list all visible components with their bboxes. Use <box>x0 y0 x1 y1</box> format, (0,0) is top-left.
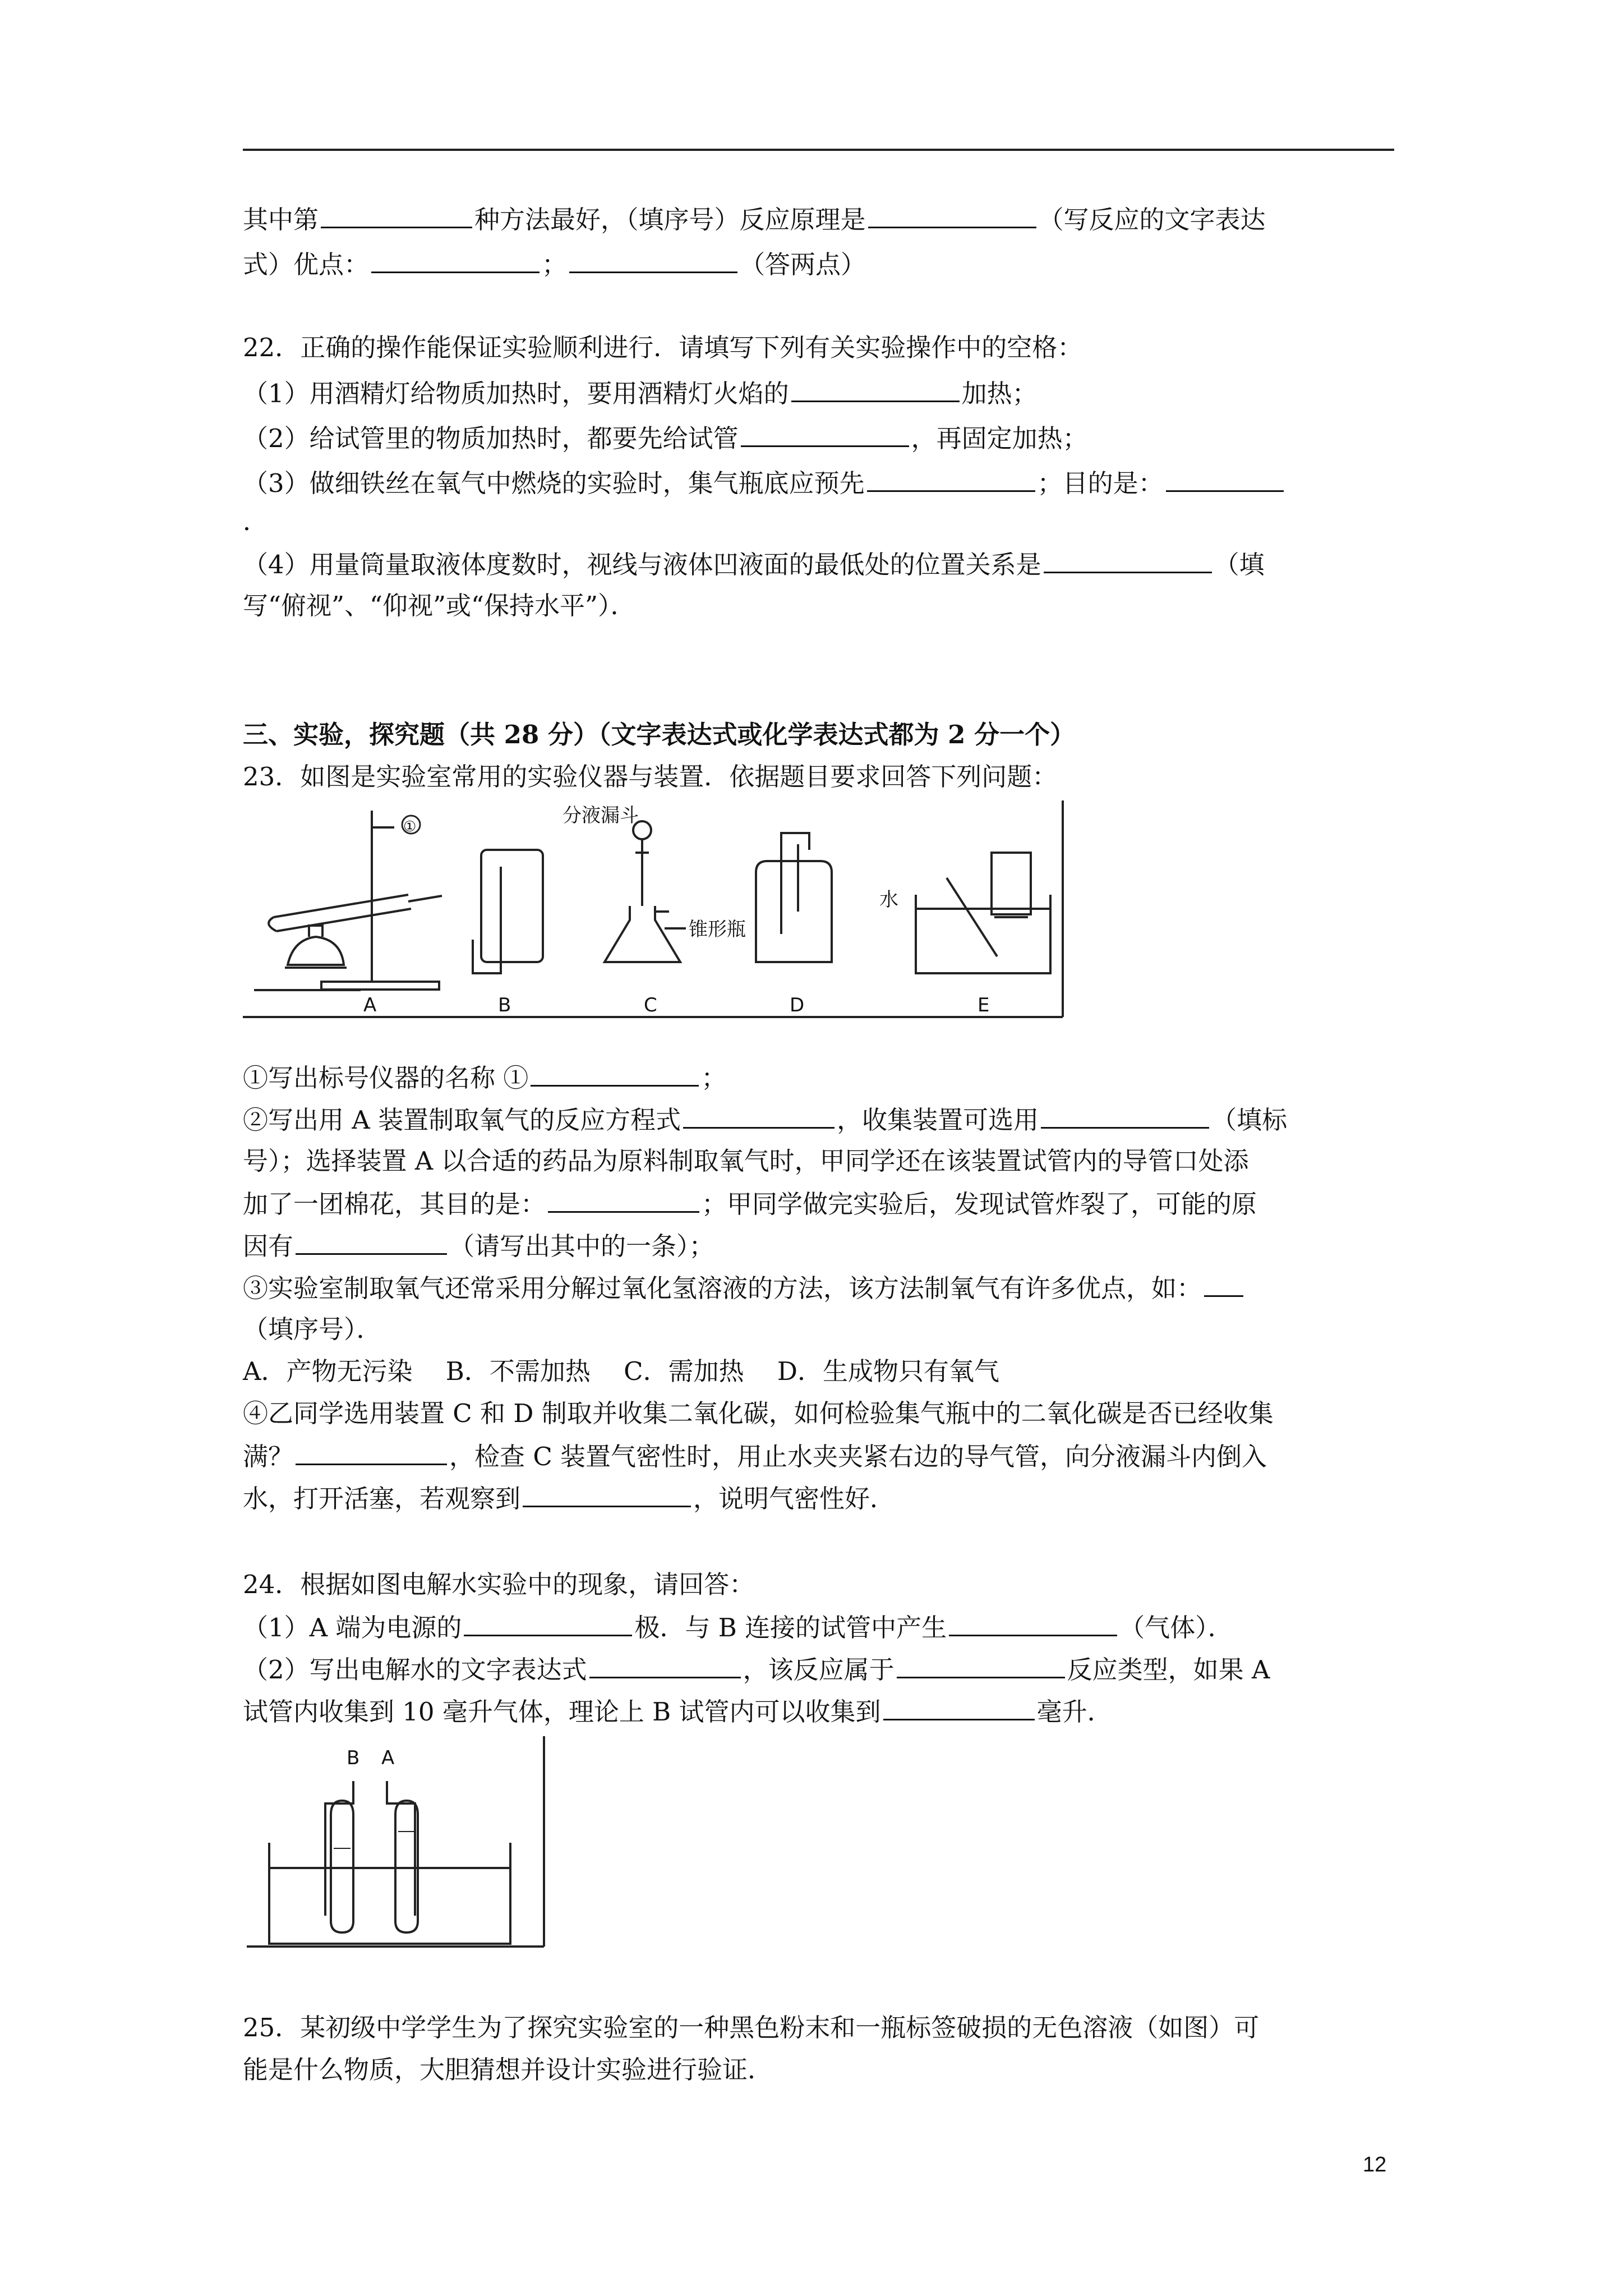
q23-s3a <box>243 1271 1246 1305</box>
text: ，该反应属于 <box>743 1655 895 1685</box>
text: （1）A 端为电源的 <box>243 1613 462 1642</box>
answer-blank[interactable] <box>548 1186 699 1213</box>
answer-blank[interactable] <box>1204 1271 1243 1297</box>
text: （2）写出电解水的文字表达式 <box>243 1655 587 1685</box>
text: 种方法最好，（填序号）反应原理是 <box>474 205 866 234</box>
q21-line1 <box>243 202 1266 237</box>
label-D: D <box>790 994 805 1016</box>
q23-intro: 23．如图是实验室常用的实验仪器与装置．依据题目要求回答下列问题： <box>243 762 1058 792</box>
text: ③实验室制取氧气还常采用分解过氧化氢溶液的方法，该方法制氧气有许多优点，如： <box>243 1273 1202 1303</box>
answer-blank[interactable] <box>321 202 472 228</box>
label-C: C <box>644 994 657 1016</box>
answer-blank[interactable] <box>883 1694 1035 1720</box>
answer-blank[interactable] <box>523 1481 691 1507</box>
text: 毫升． <box>1036 1697 1113 1727</box>
q24-intro: 24．根据如图电解水实验中的现象，请回答： <box>243 1570 755 1599</box>
text: 水，打开活塞，若观察到 <box>243 1484 521 1513</box>
text: （请写出其中的一条）； <box>449 1231 714 1261</box>
q23-s3b: （填序号）． <box>243 1314 382 1344</box>
q22-intro: 22．正确的操作能保证实验顺利进行．请填写下列有关实验操作中的空格： <box>243 333 1083 362</box>
q22-p2 <box>243 421 1088 455</box>
text: 加热； <box>961 379 1038 408</box>
q24-p2 <box>243 1652 1270 1687</box>
text: 试管内收集到 10 毫升气体，理论上 B 试管内可以收集到 <box>243 1697 881 1727</box>
q25-line1: 25．某初级中学学生为了探究实验室的一种黑色粉末和一瓶标签破损的无色溶液（如图）可 <box>243 2013 1260 2042</box>
text: 极．与 B 连接的试管中产生 <box>634 1613 947 1642</box>
answer-blank[interactable] <box>531 1060 699 1087</box>
text: （填 <box>1214 550 1265 579</box>
q24-p2b <box>243 1694 1113 1729</box>
q23-s2a <box>243 1102 1287 1137</box>
q23-s4a: ④乙同学选用装置 C 和 D 制取并收集二氧化碳，如何检验集气瓶中的二氧化碳是否已经收集 <box>243 1398 1274 1428</box>
text: （写反应的文字表达 <box>1038 205 1266 234</box>
text: 满？ <box>243 1442 294 1471</box>
electrolysis-figure <box>247 1736 550 1949</box>
text: 因有 <box>243 1231 294 1261</box>
answer-blank[interactable] <box>791 376 960 402</box>
q23-s2d <box>243 1228 714 1263</box>
answer-blank[interactable] <box>868 202 1036 228</box>
text: （1）用酒精灯给物质加热时，要用酒精灯火焰的 <box>243 379 789 408</box>
q23-options: A．产物无污染 B．不需加热 C．需加热 D．生成物只有氧气 <box>243 1356 999 1386</box>
q22-p3b: ． <box>243 507 269 536</box>
answer-blank[interactable] <box>1041 1102 1209 1129</box>
q23-s2b: 号）；选择装置 A 以合适的药品为原料制取氧气时，甲同学还在该装置试管内的导管口处添 <box>243 1146 1249 1176</box>
q21-line2 <box>243 247 866 282</box>
text: ；甲同学做完实验后，发现试管炸裂了，可能的原 <box>702 1189 1257 1219</box>
answer-blank[interactable] <box>867 466 1035 492</box>
text: （答两点） <box>740 250 866 279</box>
label-E: E <box>978 994 990 1016</box>
text: ，检查 C 装置气密性时，用止水夹夹紧右边的导气管，向分液漏斗内倒入 <box>449 1442 1267 1471</box>
header-rule <box>243 149 1394 151</box>
funnel-label: 分液漏斗 <box>562 804 639 827</box>
text: ，说明气密性好． <box>693 1484 896 1513</box>
text: （2）给试管里的物质加热时，都要先给试管 <box>243 424 739 453</box>
text: 反应类型，如果 A <box>1067 1655 1270 1685</box>
text: ； <box>701 1063 727 1093</box>
q22-p4 <box>243 547 1265 582</box>
q23-s4c <box>243 1481 895 1516</box>
text: ； <box>542 250 568 279</box>
text: ；目的是： <box>1037 468 1164 498</box>
answer-blank[interactable] <box>741 421 909 447</box>
answer-blank[interactable] <box>949 1610 1117 1636</box>
answer-blank[interactable] <box>371 247 540 273</box>
electrode-label-A: A <box>381 1747 395 1769</box>
text: ①写出标号仪器的名称 ① <box>243 1063 529 1093</box>
section-heading: 三、实验，探究题（共 28 分）（文字表达式或化学表达式都为 2 分一个） <box>243 720 1076 749</box>
text: （3）做细铁丝在氧气中燃烧的实验时，集气瓶底应预先 <box>243 468 865 498</box>
label-B: B <box>498 994 511 1016</box>
q23-s4b <box>243 1439 1267 1474</box>
answer-blank[interactable] <box>569 247 737 273</box>
answer-blank[interactable] <box>1166 466 1284 492</box>
text: 式）优点： <box>243 250 370 279</box>
flask-label: 锥形瓶 <box>689 918 746 941</box>
label-A: A <box>363 994 377 1016</box>
text: ②写出用 A 装置制取氧气的反应方程式 <box>243 1105 681 1135</box>
water-label: 水 <box>879 889 898 911</box>
q22-p1 <box>243 376 1038 411</box>
text: 其中第 <box>243 205 319 234</box>
page-number: 12 <box>1363 2153 1387 2177</box>
marker-label: ① <box>403 818 417 835</box>
text: （气体）． <box>1119 1613 1233 1642</box>
answer-blank[interactable] <box>589 1652 741 1678</box>
answer-blank[interactable] <box>464 1610 632 1636</box>
text: ，再固定加热； <box>911 424 1088 453</box>
q25-line2: 能是什么物质，大胆猜想并设计实验进行验证． <box>243 2055 773 2085</box>
text: （4）用量筒量取液体度数时，视线与液体凹液面的最低处的位置关系是 <box>243 550 1041 579</box>
electrode-label-B: B <box>347 1747 360 1769</box>
q24-p1 <box>243 1610 1233 1645</box>
text: 加了一团棉花，其目的是： <box>243 1189 546 1219</box>
text: （填标 <box>1211 1105 1288 1135</box>
q23-s1 <box>243 1060 726 1095</box>
text: ，收集装置可选用 <box>837 1105 1039 1135</box>
answer-blank[interactable] <box>897 1652 1065 1678</box>
q22-p3 <box>243 466 1286 500</box>
apparatus-figure <box>243 799 1064 1021</box>
q23-s2c <box>243 1186 1257 1221</box>
answer-blank[interactable] <box>683 1102 834 1129</box>
answer-blank[interactable] <box>1044 547 1212 573</box>
q22-p4b: 写“俯视”、“仰视”或“保持水平”）． <box>243 591 636 620</box>
answer-blank[interactable] <box>296 1228 447 1255</box>
answer-blank[interactable] <box>296 1439 447 1465</box>
